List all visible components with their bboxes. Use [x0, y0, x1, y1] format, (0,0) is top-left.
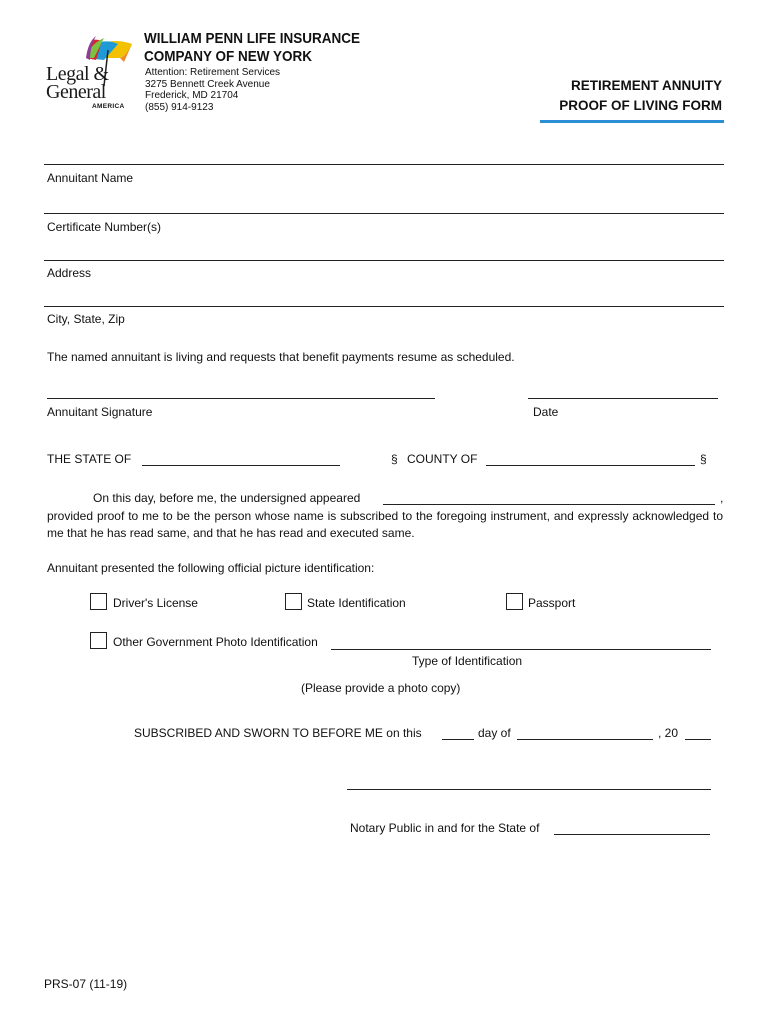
annuitant-signature-label: Annuitant Signature — [47, 405, 153, 419]
city-state-zip-label: City, State, Zip — [47, 312, 125, 326]
appeared-name-line[interactable] — [383, 504, 715, 505]
address-line[interactable] — [44, 260, 724, 261]
notary-state-label: Notary Public in and for the State of — [350, 821, 540, 835]
header-accent-rule — [540, 120, 724, 123]
other-id-checkbox[interactable] — [90, 632, 107, 649]
company-address: Attention: Retirement Services 3275 Bennett Creek Avenue Frederick, MD 21704 (855) 914-9123 — [145, 67, 281, 113]
passport-checkbox[interactable] — [506, 593, 523, 610]
logo-subtext: AMERICA — [92, 103, 125, 110]
form-code: PRS-07 (11-19) — [44, 977, 128, 991]
county-of-line[interactable] — [486, 465, 695, 466]
annuitant-name-label: Annuitant Name — [47, 171, 134, 185]
section-mark-2: § — [700, 452, 707, 466]
state-of-line[interactable] — [142, 465, 340, 466]
county-of-label: COUNTY OF — [407, 452, 478, 466]
company-name: WILLIAM PENN LIFE INSURANCE COMPANY OF NEW YORK — [144, 30, 360, 65]
sworn-text: SUBSCRIBED AND SWORN TO BEFORE ME on this — [134, 726, 422, 740]
form-title: RETIREMENT ANNUITY PROOF OF LIVING FORM — [559, 78, 722, 113]
section-mark-1: § — [391, 452, 398, 466]
state-of-label: THE STATE OF — [47, 452, 132, 466]
day-of-label: day of — [478, 726, 511, 740]
sworn-month-line[interactable] — [517, 739, 653, 740]
identification-prompt: Annuitant presented the following official picture identification: — [47, 561, 375, 575]
photo-copy-note: (Please provide a photo copy) — [301, 681, 461, 695]
logo-wordmark: Legal & General — [46, 63, 109, 103]
other-id-line[interactable] — [331, 649, 711, 650]
drivers-license-checkbox[interactable] — [90, 593, 107, 610]
appeared-lead-text: On this day, before me, the undersigned appeared — [93, 491, 361, 505]
type-of-id-caption: Type of Identification — [412, 654, 523, 668]
notary-state-line[interactable] — [554, 834, 710, 835]
notary-paragraph-body: provided proof to me to be the person whose name is subscribed to the foregoing instrument, and expressly acknowledged to me that he has read same, and that he has read and executed same. — [47, 509, 723, 540]
address-label: Address — [47, 266, 92, 280]
annuitant-name-line[interactable] — [44, 164, 724, 165]
appeared-comma: , — [720, 491, 724, 505]
year-prefix: , 20 — [658, 726, 679, 740]
sworn-year-line[interactable] — [685, 739, 711, 740]
date-line[interactable] — [528, 398, 718, 399]
certificate-number-line[interactable] — [44, 213, 724, 214]
certificate-number-label: Certificate Number(s) — [47, 220, 162, 234]
sworn-day-line[interactable] — [442, 739, 474, 740]
annuitant-signature-line[interactable] — [47, 398, 435, 399]
other-id-label: Other Government Photo Identification — [113, 635, 318, 649]
living-statement: The named annuitant is living and requests that benefit payments resume as scheduled. — [47, 350, 515, 364]
drivers-license-label: Driver's License — [113, 596, 198, 610]
state-id-label: State Identification — [307, 596, 406, 610]
state-id-checkbox[interactable] — [285, 593, 302, 610]
notary-signature-line[interactable] — [347, 789, 711, 790]
passport-label: Passport — [528, 596, 576, 610]
city-state-zip-line[interactable] — [44, 306, 724, 307]
date-label: Date — [533, 405, 559, 419]
